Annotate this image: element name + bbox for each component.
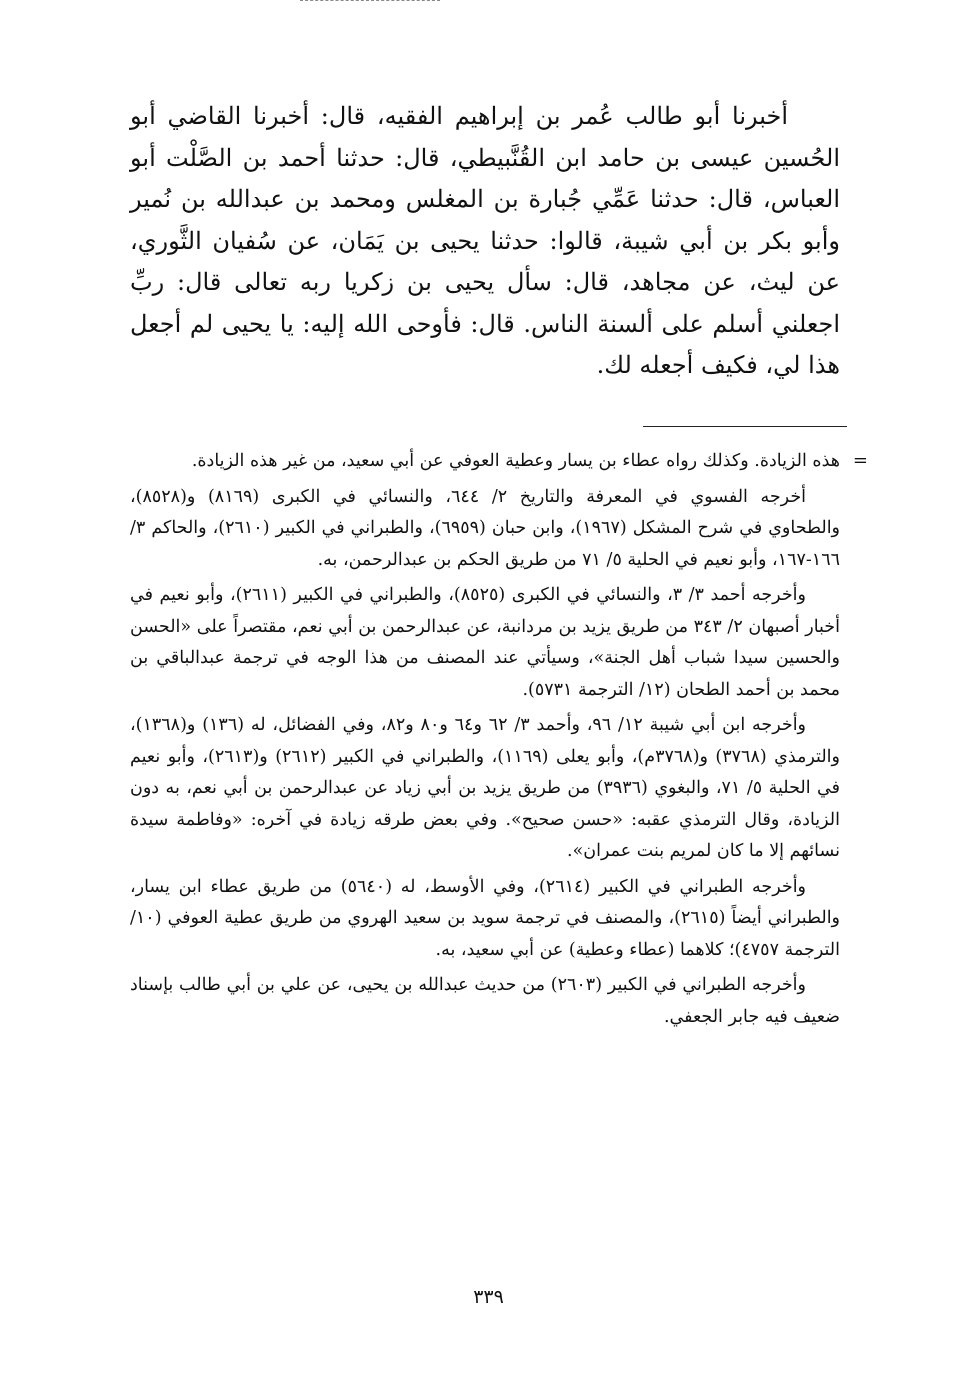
main-paragraph: أخبرنا أبو طالب عُمر بن إبراهيم الفقيه، قال: أخبرنا القاضي أبو الحُسين عيسى بن حامد ابن القُنَّبيطي، قال: حدثنا أحمد بن الصَّلْت أبو العباس، قال: حدثنا عَمِّي جُبارة بن المغلس ومحمد بن عبدالله بن نُمير وأبو بكر بن أبي شيبة، قالوا: حدثنا يحيى بن يَمَان، عن سُفيان الثَّوري، عن ليث، عن مجاهد، قال: سأل يحيى بن زكريا ربه تعالى قال: ربِّ اجعلني أسلم على ألسنة الناس. قال: فأوحى الله إليه: يا يحيى لم أجعل هذا لي، فكيف أجعله لك. xyxy=(130,102,841,379)
footnote-paragraph: وأخرجه ابن أبي شيبة ١٢/ ٩٦، وأحمد ٣/ ٦٢ و٦٤ و٨٠ و٨٢، وفي الفضائل، له (١٣٦) و(١٣٦٨)، والترمذي (٣٧٦٨) و(٣٧٦٨م)، وأبو يعلى (١١٦٩)، والطبراني في الكبير (٢٦١٢) و(٢٦١٣)، وأبو نعيم في الحلية ٥/ ٧١، والبغوي (٣٩٣٦) من طريق يزيد بن أبي زياد عن عبدالرحمن بن أبي نعم، به دون الزيادة، وقال الترمذي عقبه: «حسن صحيح». وفي بعض طرقه زيادة في آخره: «وفاطمة سيدة نسائهم إلا ما كان لمريم بنت عمران». xyxy=(130,715,840,861)
footnote-continuation-marker: = xyxy=(852,450,868,471)
footnote-paragraph: هذه الزيادة. وكذلك رواه عطاء بن يسار وعطية العوفي عن أبي سعيد، من غير هذه الزيادة. xyxy=(191,451,840,471)
footnote-paragraph: وأخرجه الطبراني في الكبير (٢٦٠٣) من حديث عبدالله بن يحيى، عن علي بن أبي طالب بإسناد ضعيف فيه جابر الجعفي. xyxy=(130,975,840,1027)
footnote-paragraph: أخرجه الفسوي في المعرفة والتاريخ ٢/ ٦٤٤، والنسائي في الكبرى (٨١٦٩) و(٨٥٢٨)، والطحاوي في شرح المشكل (١٩٦٧)، وابن حبان (٦٩٥٩)، والطبراني في الكبير (٢٦١٠)، والحاكم ٣/ ١٦٦-١٦٧، وأبو نعيم في الحلية ٥/ ٧١ من طريق الحكم بن عبدالرحمن، به. xyxy=(130,486,841,570)
scan-top-marks xyxy=(300,0,440,7)
footnote-paragraph: وأخرجه أحمد ٣/ ٣، والنسائي في الكبرى (٨٥٢٥)، والطبراني في الكبير (٢٦١١)، وأبو نعيم في أخبار أصبهان ٢/ ٣٤٣ من طريق يزيد بن مردانبة، عن عبدالرحمن بن أبي نعم، مقتصراً على «الحسن والحسين سيدا شباب أهل الجنة»، وسيأتي عند المصنف من هذا الوجه في ترجمة عبدالباقي بن محمد بن أحمد الطحان (١٢/ الترجمة ٥٧٣١). xyxy=(130,585,840,700)
footnotes xyxy=(130,446,868,1037)
footnote-separator xyxy=(643,426,847,427)
main-text-block xyxy=(130,96,840,387)
footnote-paragraph: وأخرجه الطبراني في الكبير (٢٦١٤)، وفي الأوسط، له (٥٦٤٠) من طريق عطاء ابن يسار، والطبراني أيضاً (٢٦١٥)، والمصنف في ترجمة سويد بن سعيد الهروي من طريق عطية العوفي (١٠/ الترجمة ٤٧٥٧)؛ كلاهما (عطاء وعطية) عن أبي سعيد، به. xyxy=(130,876,841,960)
page-number: ٣٣٩ xyxy=(473,1286,504,1308)
